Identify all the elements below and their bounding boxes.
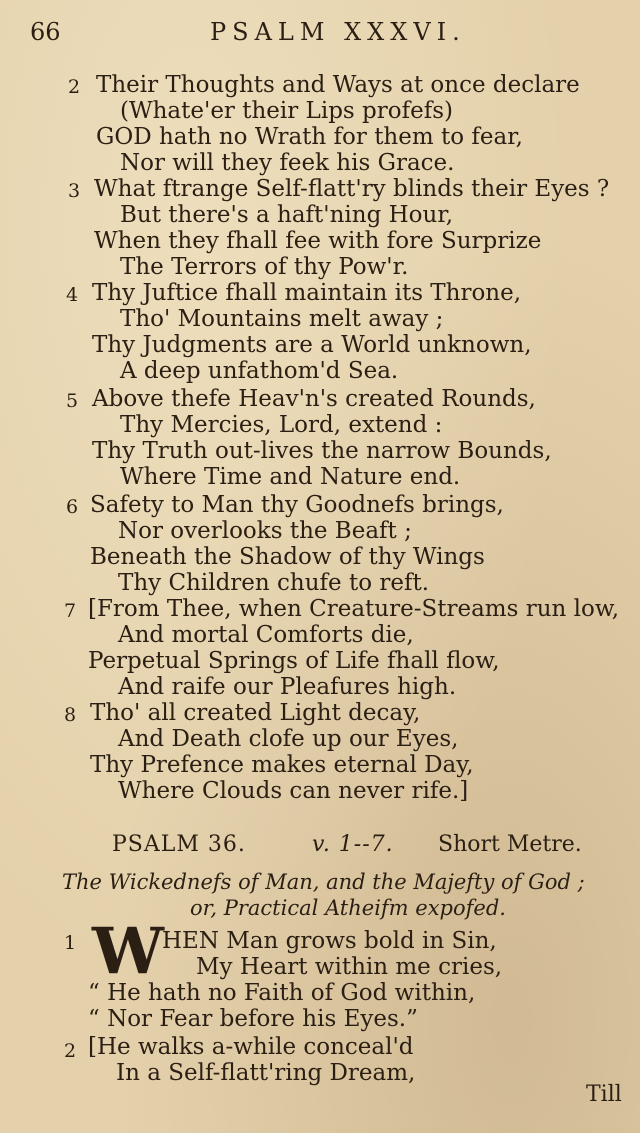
verse-line: [He walks a-while conceal'd xyxy=(88,1034,414,1060)
verse-line: GOD hath no Wrath for them to fear, xyxy=(96,124,523,150)
drop-cap: W xyxy=(92,914,164,989)
verse-line: (Whate'er their Lips profefs) xyxy=(120,98,454,124)
verse-line: Thy Mercies, Lord, extend : xyxy=(120,412,443,438)
stanza-number: 8 xyxy=(64,704,77,726)
page-number: 66 xyxy=(30,18,61,46)
verse-line: Safety to Man thy Goodnefs brings, xyxy=(90,492,504,518)
verse-line: Thy Children chufe to reft. xyxy=(118,570,430,596)
stanza-number: 2 xyxy=(68,76,81,98)
verse-line: “ Nor Fear before his Eyes.” xyxy=(88,1006,418,1032)
verse-line: Thy Truth out-lives the narrow Bounds, xyxy=(92,438,552,464)
verse-line: Where Time and Nature end. xyxy=(120,464,461,490)
stanza-number: 6 xyxy=(66,496,79,518)
verse-line: “ He hath no Faith of God within, xyxy=(88,980,476,1006)
verse-line: HEN Man grows bold in Sin, xyxy=(162,928,497,954)
stanza-number: 3 xyxy=(68,180,81,202)
verse-line: Thy Juftice fhall maintain its Throne, xyxy=(92,280,522,306)
verse-line: Nor will they feek his Grace. xyxy=(120,150,455,176)
verse-line: What ftrange Self-flatt'ry blinds their Eyes ? xyxy=(94,176,610,202)
verse-line: And mortal Comforts die, xyxy=(118,622,414,648)
verse-line: And Death clofe up our Eyes, xyxy=(118,726,459,752)
stanza-number: 2 xyxy=(64,1040,77,1062)
verse-line: A deep unfathom'd Sea. xyxy=(120,358,399,384)
stanza-number: 5 xyxy=(66,390,79,412)
verse-line: [From Thee, when Creature-Streams run low, xyxy=(88,596,620,622)
psalm-heading: PSALM 36. xyxy=(112,832,246,857)
catchword: Till xyxy=(586,1082,622,1107)
verse-line: Beneath the Shadow of thy Wings xyxy=(90,544,485,570)
stanza-number: 1 xyxy=(64,932,77,954)
verse-line: Perpetual Springs of Life fhall flow, xyxy=(88,648,500,674)
verse-line: Their Thoughts and Ways at once declare xyxy=(96,72,580,98)
verse-line: Tho' Mountains melt away ; xyxy=(120,306,444,332)
psalm-subtitle: The Wickednefs of Man, and the Majefty of God ; xyxy=(62,870,585,894)
verse-line: Tho' all created Light decay, xyxy=(90,700,421,726)
running-title: PSALM XXXVI. xyxy=(210,18,466,46)
verse-line: Thy Prefence makes eternal Day, xyxy=(90,752,474,778)
verse-line: When they fhall fee with fore Surprize xyxy=(94,228,542,254)
verse-line: Above thefe Heav'n's created Rounds, xyxy=(92,386,536,412)
verse-line: Thy Judgments are a World unknown, xyxy=(92,332,532,358)
verse-line: In a Self-flatt'ring Dream, xyxy=(116,1060,416,1086)
verse-line: But there's a haft'ning Hour, xyxy=(120,202,454,228)
verse-line: My Heart within me cries, xyxy=(196,954,503,980)
psalm-subtitle: or, Practical Atheifm expofed. xyxy=(190,896,506,920)
metre-label: Short Metre. xyxy=(438,832,582,857)
verse-line: Nor overlooks the Beaft ; xyxy=(118,518,412,544)
verse-line: The Terrors of thy Pow'r. xyxy=(120,254,409,280)
verse-line: And raife our Pleafures high. xyxy=(118,674,457,700)
verse-line: Where Clouds can never rife.] xyxy=(118,778,469,804)
verse-range: v. 1--7. xyxy=(312,832,394,857)
stanza-number: 4 xyxy=(66,284,79,306)
stanza-number: 7 xyxy=(64,600,77,622)
